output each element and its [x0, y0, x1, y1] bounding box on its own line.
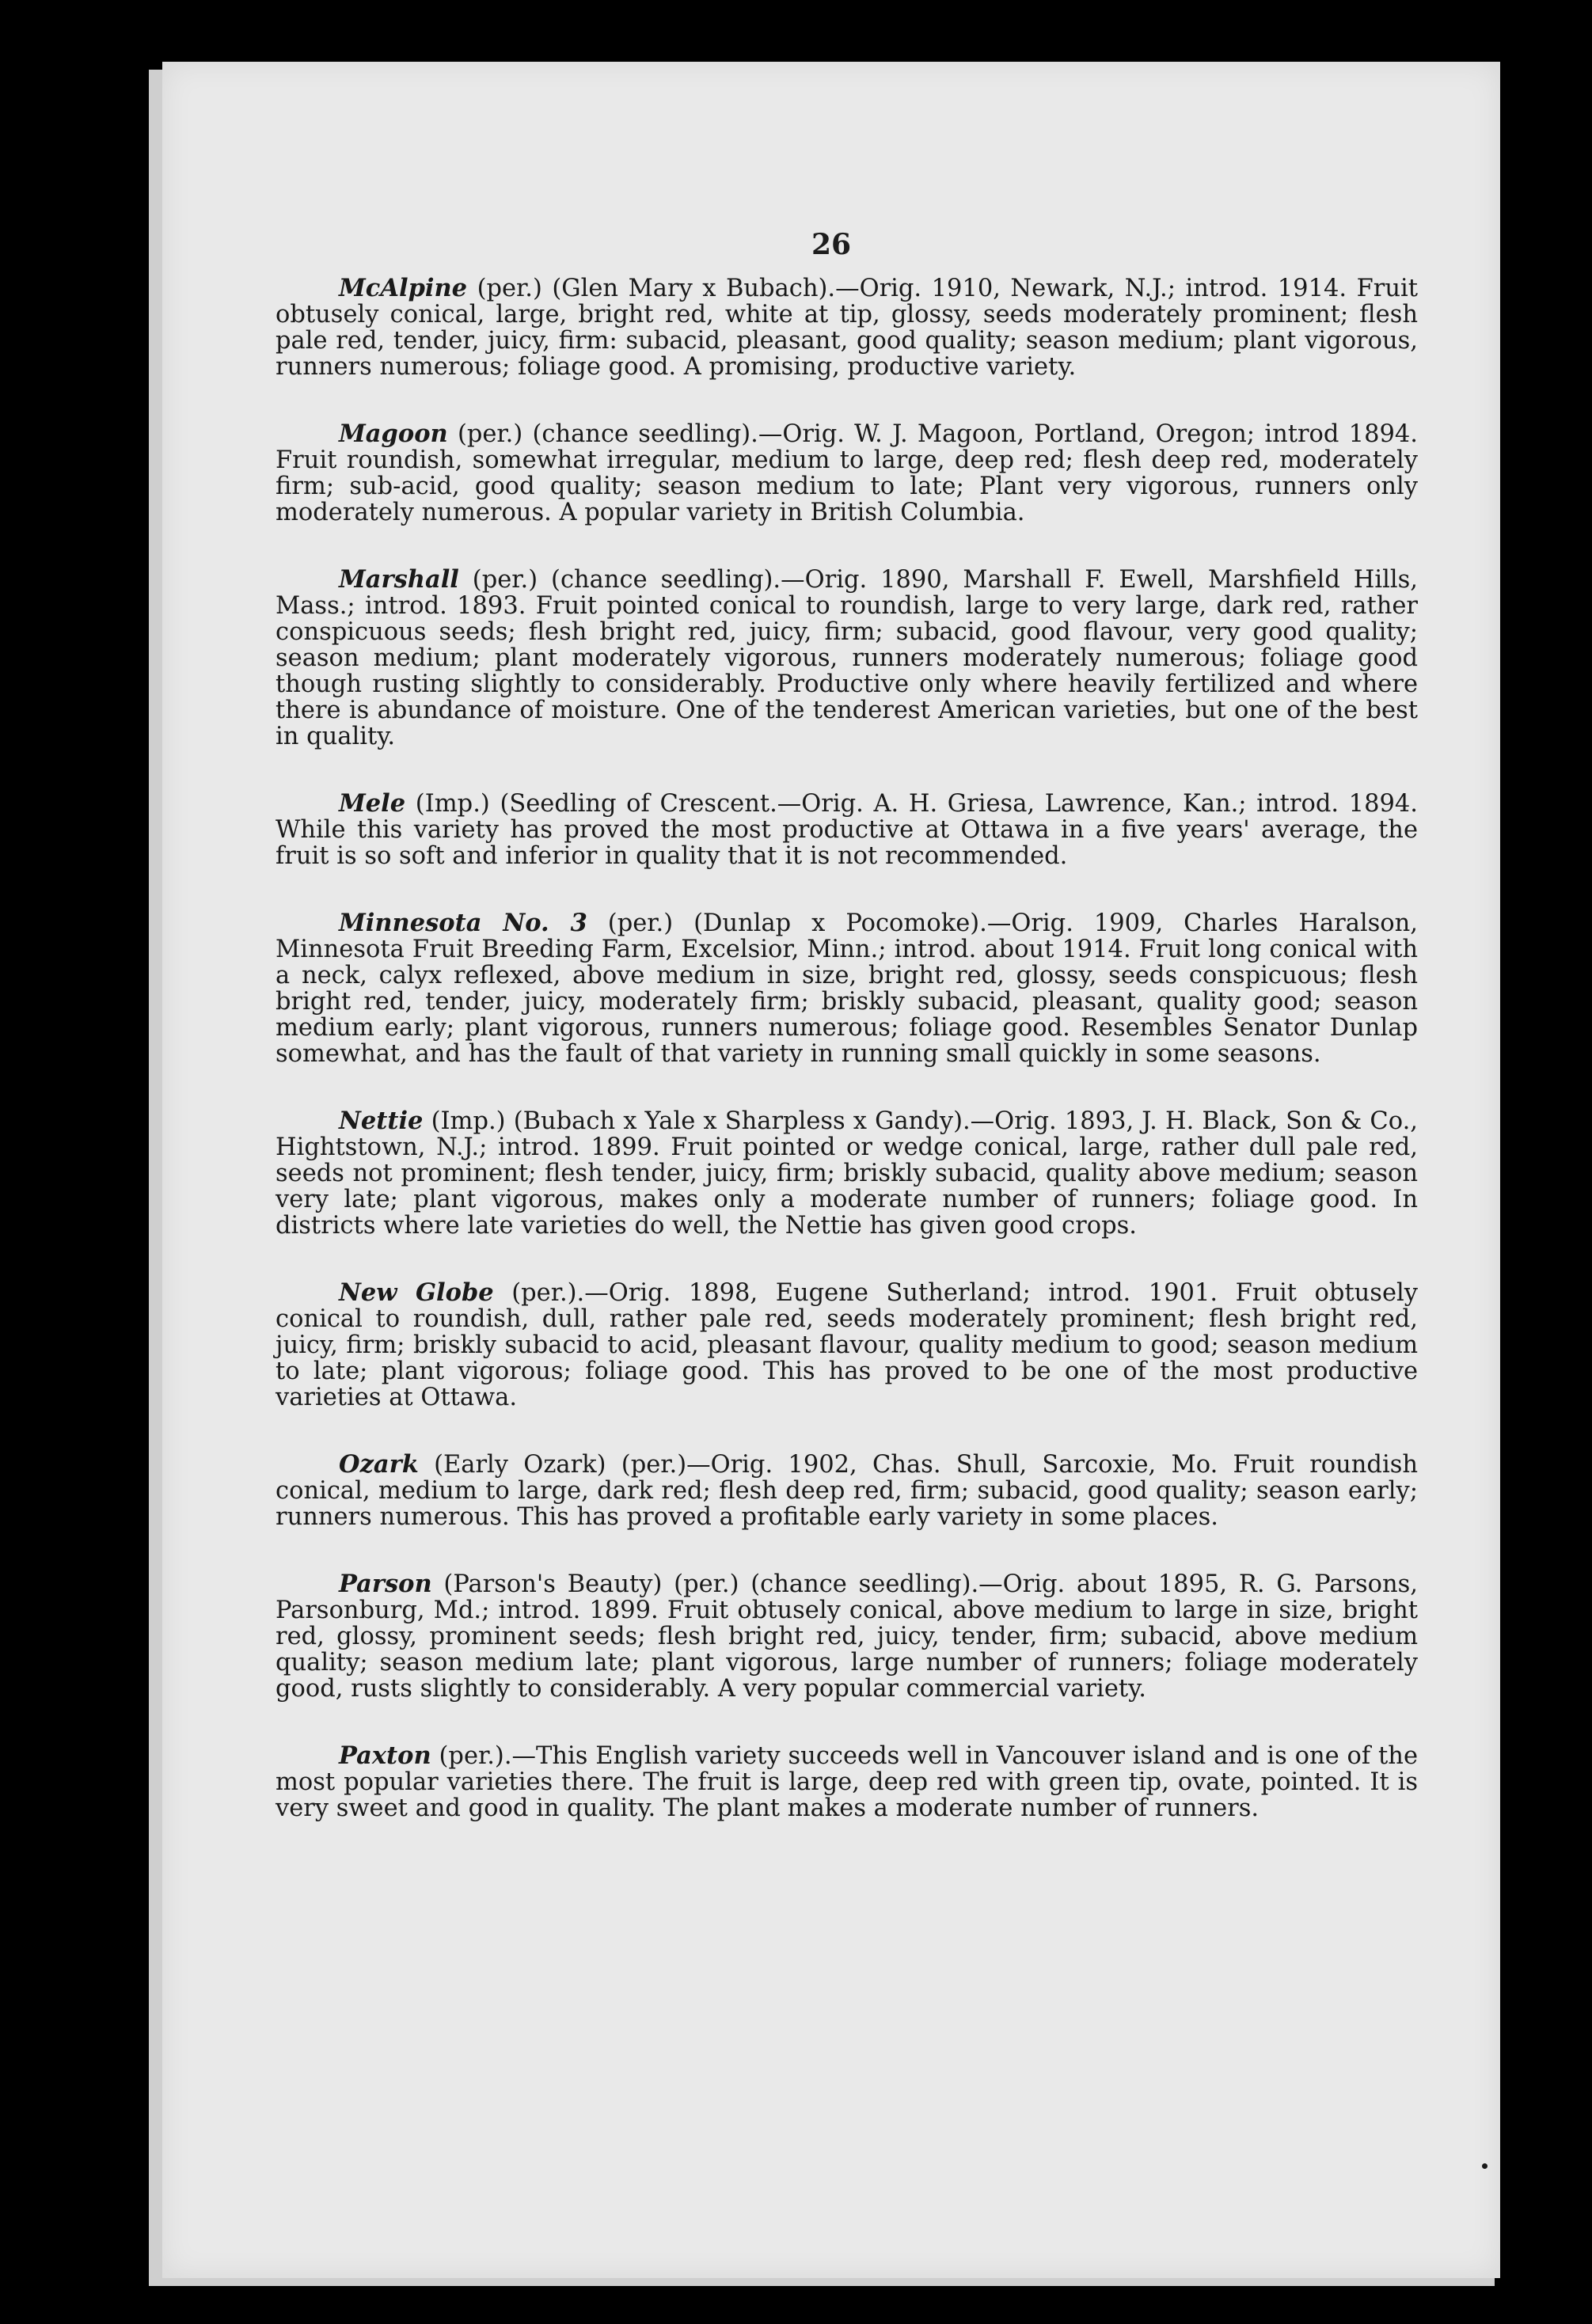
- variety-entry: [275, 1108, 1418, 1239]
- variety-name: Paxton: [339, 1741, 431, 1770]
- variety-name: McAlpine: [339, 274, 468, 302]
- entry-list: [275, 275, 1418, 1863]
- variety-name: Parson: [339, 1570, 432, 1598]
- variety-description: (Imp.) (Bubach x Yale x Sharpless x Gandy).—Orig. 1893, J. H. Black, Son & Co., Hightstown, N.J.; introd. 1899. Fruit pointed or wedge conical, large, rather dull pale red, seeds not prominent; flesh tender, juicy, firm; briskly subacid, quality above medium; season very late; plant vigorous, makes only a moderate number of runners; foliage good. In districts where late varieties do well, the Nettie has given good crops.: [275, 1107, 1418, 1240]
- variety-entry: [275, 1280, 1418, 1411]
- variety-description: (Parson's Beauty) (per.) (chance seedling).—Orig. about 1895, R. G. Parsons, Parsonburg, Md.; introd. 1899. Fruit obtusely conical, above medium to large in size, bright red, glossy, prominent seeds; flesh bright red, juicy, tender, firm; subacid, above medium quality; season medium late; plant vigorous, large number of runners; foliage moderately good, rusts slightly to considerably. A very popular commercial variety.: [275, 1570, 1418, 1703]
- variety-name: Minnesota No. 3: [339, 909, 587, 937]
- variety-name: Nettie: [339, 1107, 424, 1135]
- variety-description: (per.) (chance seedling).—Orig. W. J. Magoon, Portland, Oregon; introd 1894. Fruit roundish, somewhat irregular, medium to large, deep red; flesh deep red, moderately firm; sub-acid, good quality; season medium to late; Plant very vigorous, runners only moderately numerous. A popular variety in British Columbia.: [275, 420, 1418, 526]
- variety-entry: [275, 1743, 1418, 1821]
- variety-description: (Early Ozark) (per.)—Orig. 1902, Chas. Shull, Sarcoxie, Mo. Fruit roundish conical, medium to large, dark red; flesh deep red, firm; subacid, good quality; season early; runners numerous. This has proved a profitable early variety in some places.: [275, 1451, 1418, 1531]
- variety-name: Magoon: [339, 420, 448, 448]
- variety-entry: [275, 791, 1418, 869]
- variety-name: Marshall: [339, 565, 459, 594]
- variety-description: (per.) (Dunlap x Pocomoke).—Orig. 1909, Charles Haralson, Minnesota Fruit Breeding Farm, Excelsior, Minn.; introd. about 1914. Fruit long conical with a neck, calyx reflexed, above medium in size, bright red, glossy, seeds conspicuous; flesh bright red, tender, juicy, moderately firm; briskly subacid, pleasant, quality good; season medium early; plant vigorous, runners numerous; foliage good. Resembles Senator Dunlap somewhat, and has the fault of that variety in running small quickly in some seasons.: [275, 909, 1418, 1068]
- variety-description: (per.) (Glen Mary x Bubach).—Orig. 1910, Newark, N.J.; introd. 1914. Fruit obtusely conical, large, bright red, white at tip, glossy, seeds moderately prominent; flesh pale red, tender, juicy, firm: subacid, pleasant, good quality; season medium; plant vigorous, runners numerous; foliage good. A promising, productive variety.: [275, 275, 1418, 381]
- variety-entry: [275, 275, 1418, 380]
- document-page: [162, 62, 1500, 2278]
- variety-entry: [275, 567, 1418, 750]
- variety-name: New Globe: [339, 1278, 494, 1307]
- variety-name: Ozark: [339, 1450, 419, 1479]
- variety-name: Mele: [339, 789, 406, 818]
- variety-entry: [275, 910, 1418, 1067]
- variety-entry: [275, 1571, 1418, 1702]
- variety-description: (per.).—This English variety succeeds well in Vancouver island and is one of the most popular varieties there. The fruit is large, deep red with green tip, ovate, pointed. It is very sweet and good in quality. The plant makes a moderate number of runners.: [275, 1742, 1418, 1822]
- variety-entry: [275, 1452, 1418, 1530]
- variety-entry: [275, 421, 1418, 526]
- page-number: 26: [811, 228, 852, 261]
- variety-description: (per.) (chance seedling).—Orig. 1890, Marshall F. Ewell, Marshfield Hills, Mass.; introd. 1893. Fruit pointed conical to roundish, large to very large, dark red, rather conspicuous seeds; flesh bright red, juicy, firm; subacid, good flavour, very good quality; season medium; plant moderately vigorous, runners moderately numerous; foliage good though rusting slightly to considerably. Productive only where heavily fertilized and where there is abundance of moisture. One of the tenderest American varieties, but one of the best in quality.: [275, 566, 1418, 750]
- scan-speck: [1482, 2163, 1488, 2169]
- variety-description: (per.).—Orig. 1898, Eugene Sutherland; introd. 1901. Fruit obtusely conical to roundish, dull, rather pale red, seeds moderately prominent; flesh bright red, juicy, firm; briskly subacid to acid, pleasant flavour, quality medium to good; season medium to late; plant vigorous; foliage good. This has proved to be one of the most productive varieties at Ottawa.: [275, 1279, 1418, 1411]
- variety-description: (Imp.) (Seedling of Crescent.—Orig. A. H. Griesa, Lawrence, Kan.; introd. 1894. While this variety has proved the most productive at Ottawa in a five years' average, the fruit is so soft and inferior in quality that it is not recommended.: [275, 790, 1418, 870]
